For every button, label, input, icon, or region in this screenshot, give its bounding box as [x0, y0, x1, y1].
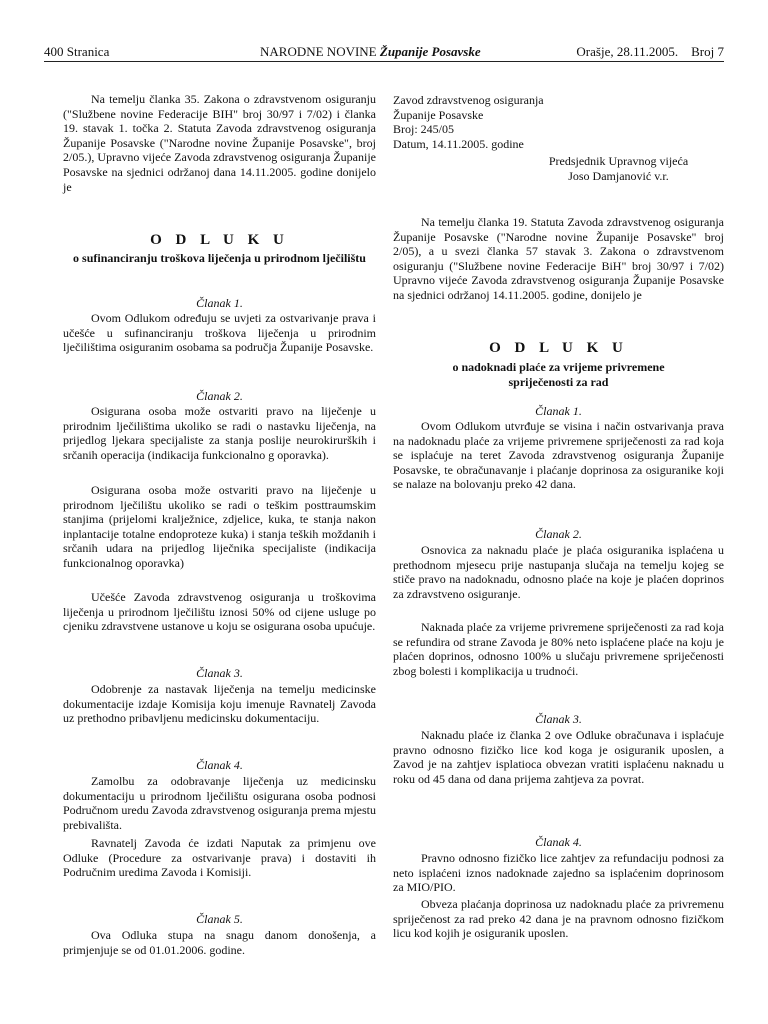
left-article-4-p1: Zamolbu za odobravanje liječenja uz medicinsku dokumentaciju u prirodnom lječilištu osigurana osoba podnosi Područnom uredu Zavoda zdravstvenog osiguranja prema mjestu prebivališta. [63, 774, 376, 832]
left-article-4-p2: Ravnatelj Zavoda će izdati Naputak za primjenu ove Odluke (Procedure za ostvarivanje prava) i dostaviti ih Područnim uredima Zavoda i Komisiji. [63, 836, 376, 880]
page-header [44, 42, 724, 62]
journal-title [260, 44, 481, 60]
right-article-4-p2: Obveza plaćanja doprinosa uz nadoknadu plaće za privremenu spriječenost za rad preko 42 dana je na pravnom odnosno fizičkom licu kod kojih je osiguranik uposlen. [393, 897, 724, 941]
left-article-5-text: Ova Odluka stupa na snagu danom donošenja, a primjenjuje se od 01.01.2006. godine. [63, 928, 376, 957]
header-rule [44, 61, 724, 62]
right-article-4-heading: Članak 4. [535, 835, 582, 849]
right-article-3-text: Naknadu plaće iz članka 2 ove Odluke obračunava i isplaćuje pravno odnosno fizičko lice kod koga je osiguranik uposlen, a Zavod je na zahtjev isplatioca obvezan vratiti isplaćenu naknadu u roku od 45 dana od dana prijema zahtjeva za povrat. [393, 728, 724, 786]
right-decision-title: O D L U K U [489, 340, 628, 356]
right-decision-subtitle: o nadoknadi plaće za vrijeme privremene spriječenosti za rad [452, 360, 665, 389]
signature-name: Joso Damjanović v.r. [568, 169, 669, 183]
right-article-2-heading: Članak 2. [535, 527, 582, 541]
left-article-2-p3: Učešće Zavoda zdravstvenog osiguranja u troškovima liječenja u prirodnom lječilištu iznosi 50% od cijene usluge po cjeniku zdravstvene ustanove u koju se osigurana osoba upućuje. [63, 590, 376, 634]
issue-number: Broj 7 [691, 44, 724, 59]
left-article-3-text: Odobrenje za nastavak liječenja na temelju medicinske dokumentacije izdaje Komisija koju imenuje Ravnatelj Zavoda uz prethodno pribavljenu medicinsku dokumentaciju. [63, 682, 376, 726]
left-article-4-heading: Članak 4. [196, 758, 243, 772]
left-article-2-heading: Članak 2. [196, 389, 243, 403]
right-article-3-heading: Članak 3. [535, 712, 582, 726]
issue-info [576, 44, 724, 60]
journal-title-italic: Županije Posavske [379, 44, 481, 59]
left-article-2-p2: Osigurana osoba može ostvariti pravo na liječenje u prirodnom lječilištu ukoliko se radi o teškim posttraumskim stanjima (prijelomi kralježnice, zdjelice, kuka, te stanja nakon inplantacije totalne endoproteze kuka) i stanja teških moždanih i srčanih udara na prijedlog liječnika specijaliste (indikacija funkcionalnog oporavka) [63, 483, 376, 570]
signature-role: Predsjednik Upravnog vijeća [548, 154, 689, 168]
right-article-1-text: Ovom Odlukom utvrđuje se visina i način ostvarivanja prava na nadoknadu plaće za vrijeme privremene spriječenosti za rad koja se isplaćuje na teret Zavoda zdravstvenog osiguranja Županije Posavske, te obračunavanje i plaćanje doprinosa za osiguranike koji se nalaze na bolovanju preko 42 dana. [393, 419, 724, 492]
issue-date: Orašje, 28.11.2005. [576, 44, 679, 59]
right-intro: Na temelju članka 19. Statuta Zavoda zdravstvenog osiguranja Županije Posavske ("Narodne novine Županije Posavske" broj 2/05), a u svezi članka 57 stavak 3. Zakona o zdravstvenom osiguranju ("Službene novine Federacije BiH" broj 30/97 i 7/02) Upravno vijeće Zavoda zdravstvenog osiguranja Županije Posavske na sjednici održanoj 14.11.2005. godine, donijelo je [393, 215, 724, 302]
left-article-1-heading: Članak 1. [196, 296, 243, 310]
right-article-1-heading: Članak 1. [535, 404, 582, 418]
journal-title-main: NARODNE NOVINE [260, 44, 377, 59]
page-number: 400 Stranica [44, 44, 110, 59]
left-decision-subtitle: o sufinanciranju troškova liječenja u prirodnom lječilištu [73, 251, 366, 265]
left-article-5-heading: Članak 5. [196, 912, 243, 926]
left-article-3-heading: Članak 3. [196, 666, 243, 680]
right-issuer-block: Zavod zdravstvenog osiguranja Županije Posavske Broj: 245/05 Datum, 14.11.2005. godine [393, 93, 544, 151]
left-decision-title: O D L U K U [150, 232, 289, 248]
left-article-2-p1: Osigurana osoba može ostvariti pravo na liječenje u prirodnim lječilištima ukoliko se radi o nastavku liječenja, na prijedlog ljekara specijaliste za stanja poslije neurokirurških i srčanih operacija (indikacija funkcionalno g oporavka). [63, 404, 376, 462]
left-article-1-text: Ovom Odlukom određuju se uvjeti za ostvarivanje prava i učešće u sufinanciranju troškova liječenja u prirodnim lječilištima osiguranim osobama sa područja Županije Posavske. [63, 311, 376, 355]
left-intro: Na temelju članka 35. Zakona o zdravstvenom osiguranju ("Službene novine Federacije BIH" broj 30/97 i 7/02) i članka 19. stavak 1. točka 2. Statuta Zavoda zdravstvenog osiguranja Županije Posavske ("Narodne novine Županije Posavske", broj 2/05.), Upravno vijeće Zavoda zdravstvenog osiguranja Županije Posavske na sjednici održanoj dana 14.11.2005. godine donijelo je [63, 92, 376, 194]
right-article-4-p1: Pravno odnosno fizičko lice zahtjev za refundaciju podnosi za neto isplaćeni iznos nadoknade zajedno sa isplaćenim doprinosom za MIO/PIO. [393, 851, 724, 895]
right-article-2-p1: Osnovica za naknadu plaće je plaća osiguranika isplaćena u prethodnom mjesecu prije nastupanja slučaja na temelju kojeg se stiče pravo na nadoknadu, odnosno plaće na koje je plaćen doprinos za zdravstveno osiguranje. [393, 543, 724, 601]
right-article-2-p2: Naknada plaće za vrijeme privremene spriječenosti za rad koja se refundira od strane Zavoda je 80% neto isplaćene plaće na koju je plaćen doprinos, odnosno 100% u slučaju privremene spriječenosti zbog bolesti i komplikacija u trudnoći. [393, 620, 724, 678]
